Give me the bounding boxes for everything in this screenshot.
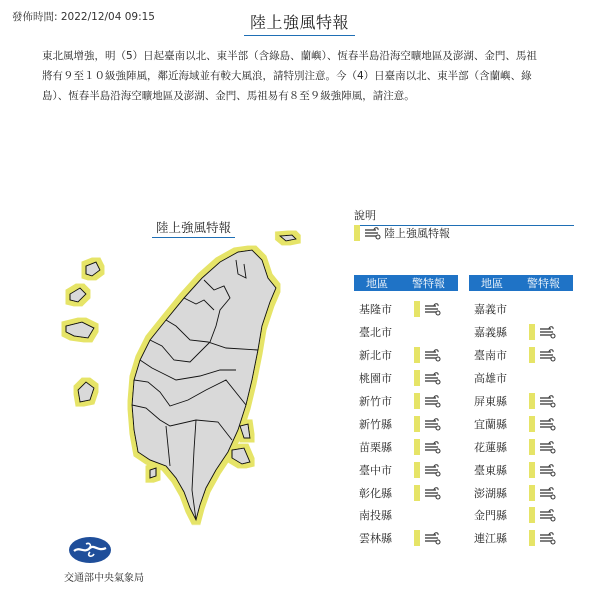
table-row <box>469 367 579 390</box>
region-name: 南投縣 <box>359 509 392 523</box>
table-header-right <box>469 275 573 291</box>
warning-indicator <box>529 530 557 546</box>
region-name: 彰化縣 <box>359 486 392 500</box>
penghu-island-2 <box>78 382 94 402</box>
matsu-island <box>280 235 296 241</box>
table-row <box>469 435 579 458</box>
region-name: 苗栗縣 <box>359 440 392 454</box>
region-name: 臺北市 <box>359 326 392 340</box>
legend-label: 陸上強風特報 <box>384 227 450 240</box>
map-title: 陸上強風特報 <box>152 218 235 238</box>
table-row <box>469 298 579 321</box>
strong-wind-icon <box>424 463 442 477</box>
warning-indicator <box>529 393 557 409</box>
issue-time: 發佈時間: 2022/12/04 09:15 <box>12 11 155 23</box>
region-name: 宜蘭縣 <box>474 417 507 431</box>
warning-swatch <box>414 530 420 546</box>
column-region: 地區 <box>366 277 388 290</box>
table-row <box>354 367 464 390</box>
region-name: 新北市 <box>359 349 392 363</box>
warning-indicator <box>414 393 442 409</box>
region-name: 桃園市 <box>359 372 392 386</box>
warning-swatch <box>529 416 535 432</box>
warning-swatch <box>529 507 535 523</box>
table-row <box>354 481 464 504</box>
warning-swatch <box>414 370 420 386</box>
table-row <box>354 435 464 458</box>
region-name: 高雄市 <box>474 372 507 386</box>
warning-swatch <box>414 301 420 317</box>
region-name: 臺東縣 <box>474 463 507 477</box>
table-row <box>469 321 579 344</box>
table-row <box>469 504 579 527</box>
warning-swatch <box>529 393 535 409</box>
warning-swatch <box>529 324 535 340</box>
warning-indicator <box>414 439 442 455</box>
warning-indicator <box>414 462 442 478</box>
warning-swatch <box>414 347 420 363</box>
warning-indicator <box>414 530 442 546</box>
region-name: 屏東縣 <box>474 395 507 408</box>
table-header-left <box>354 275 458 291</box>
warning-indicator <box>414 370 442 386</box>
warning-indicator <box>529 485 557 501</box>
warning-indicator <box>414 485 442 501</box>
warning-indicator <box>529 439 557 455</box>
warning-swatch <box>414 439 420 455</box>
table-row <box>469 481 579 504</box>
legend-item-strong-wind <box>354 225 450 241</box>
kinmen-island-2 <box>70 288 86 302</box>
column-warning: 警特報 <box>527 277 560 290</box>
green-island <box>240 424 250 438</box>
penghu-island-1 <box>66 322 94 338</box>
strong-wind-icon <box>539 325 557 339</box>
strong-wind-icon <box>539 463 557 477</box>
warning-indicator <box>529 347 557 363</box>
region-name: 基隆市 <box>359 303 392 317</box>
main-island <box>132 250 276 520</box>
orchid-island <box>232 448 250 464</box>
legend-heading: 說明 <box>354 207 574 226</box>
strong-wind-icon <box>539 440 557 454</box>
strong-wind-icon <box>539 531 557 545</box>
warning-indicator <box>529 462 557 478</box>
table-row <box>354 527 464 550</box>
strong-wind-icon <box>424 394 442 408</box>
warning-swatch <box>414 462 420 478</box>
table-row <box>354 412 464 435</box>
strong-wind-icon <box>424 371 442 385</box>
strong-wind-icon <box>364 226 382 240</box>
column-warning: 警特報 <box>412 277 445 290</box>
kinmen-island-1 <box>86 262 100 276</box>
table-row <box>354 390 464 413</box>
legend-swatch <box>354 225 360 241</box>
region-name: 雲林縣 <box>359 532 392 546</box>
strong-wind-icon <box>539 417 557 431</box>
strong-wind-icon <box>424 486 442 500</box>
strong-wind-icon <box>424 440 442 454</box>
strong-wind-icon <box>424 348 442 362</box>
region-name: 嘉義市 <box>474 303 507 317</box>
warning-indicator <box>529 416 557 432</box>
warning-swatch <box>529 530 535 546</box>
warning-description: 東北風增強，明（5）日起臺南以北、東半部（含綠島、蘭嶼）、恆春半島沿海空曠地區及澎湖、金門、馬祖將有９至１０級強陣風，鄰近海域並有較大風浪，請特別注意。今（4）日臺南以北、東半部（含蘭嶼、綠島）、恆春半島沿海空曠地區及澎湖、金門、馬祖易有８至９級強陣風，請注意。 <box>42 50 537 102</box>
cwb-logo-icon <box>68 536 112 564</box>
table-row <box>354 298 464 321</box>
region-name: 新竹市 <box>359 395 392 408</box>
strong-wind-icon <box>539 394 557 408</box>
region-list-right <box>469 298 579 550</box>
table-row <box>354 321 464 344</box>
table-row <box>469 344 579 367</box>
agency-name: 交通部中央氣象局 <box>64 573 144 584</box>
table-row <box>469 527 579 550</box>
strong-wind-icon <box>424 417 442 431</box>
table-row <box>469 458 579 481</box>
warning-swatch <box>414 393 420 409</box>
table-row <box>354 344 464 367</box>
warning-indicator <box>414 347 442 363</box>
region-name: 新竹縣 <box>359 417 392 431</box>
strong-wind-icon <box>539 508 557 522</box>
region-list-left <box>354 298 464 550</box>
liuqiu-island <box>150 468 156 478</box>
table-row <box>469 390 579 413</box>
warning-indicator <box>414 301 442 317</box>
warning-swatch <box>529 485 535 501</box>
table-row <box>354 458 464 481</box>
strong-wind-icon <box>539 486 557 500</box>
warning-swatch <box>414 416 420 432</box>
region-name: 臺中市 <box>359 463 392 477</box>
column-region: 地區 <box>481 277 503 290</box>
warning-indicator <box>529 507 557 523</box>
warning-indicator <box>529 324 557 340</box>
warning-swatch <box>529 347 535 363</box>
table-row <box>354 504 464 527</box>
strong-wind-icon <box>424 302 442 316</box>
region-name: 臺南市 <box>474 349 507 363</box>
region-name: 金門縣 <box>474 509 507 523</box>
page-title: 陸上強風特報 <box>244 10 355 36</box>
strong-wind-icon <box>424 531 442 545</box>
table-row <box>469 412 579 435</box>
warning-swatch <box>414 485 420 501</box>
warning-swatch <box>529 439 535 455</box>
region-name: 花蓮縣 <box>474 440 507 454</box>
warning-swatch <box>529 462 535 478</box>
region-name: 澎湖縣 <box>474 486 507 500</box>
region-name: 嘉義縣 <box>474 326 507 340</box>
taiwan-map <box>0 230 340 560</box>
strong-wind-icon <box>539 348 557 362</box>
warning-indicator <box>414 416 442 432</box>
region-name: 連江縣 <box>474 532 507 546</box>
